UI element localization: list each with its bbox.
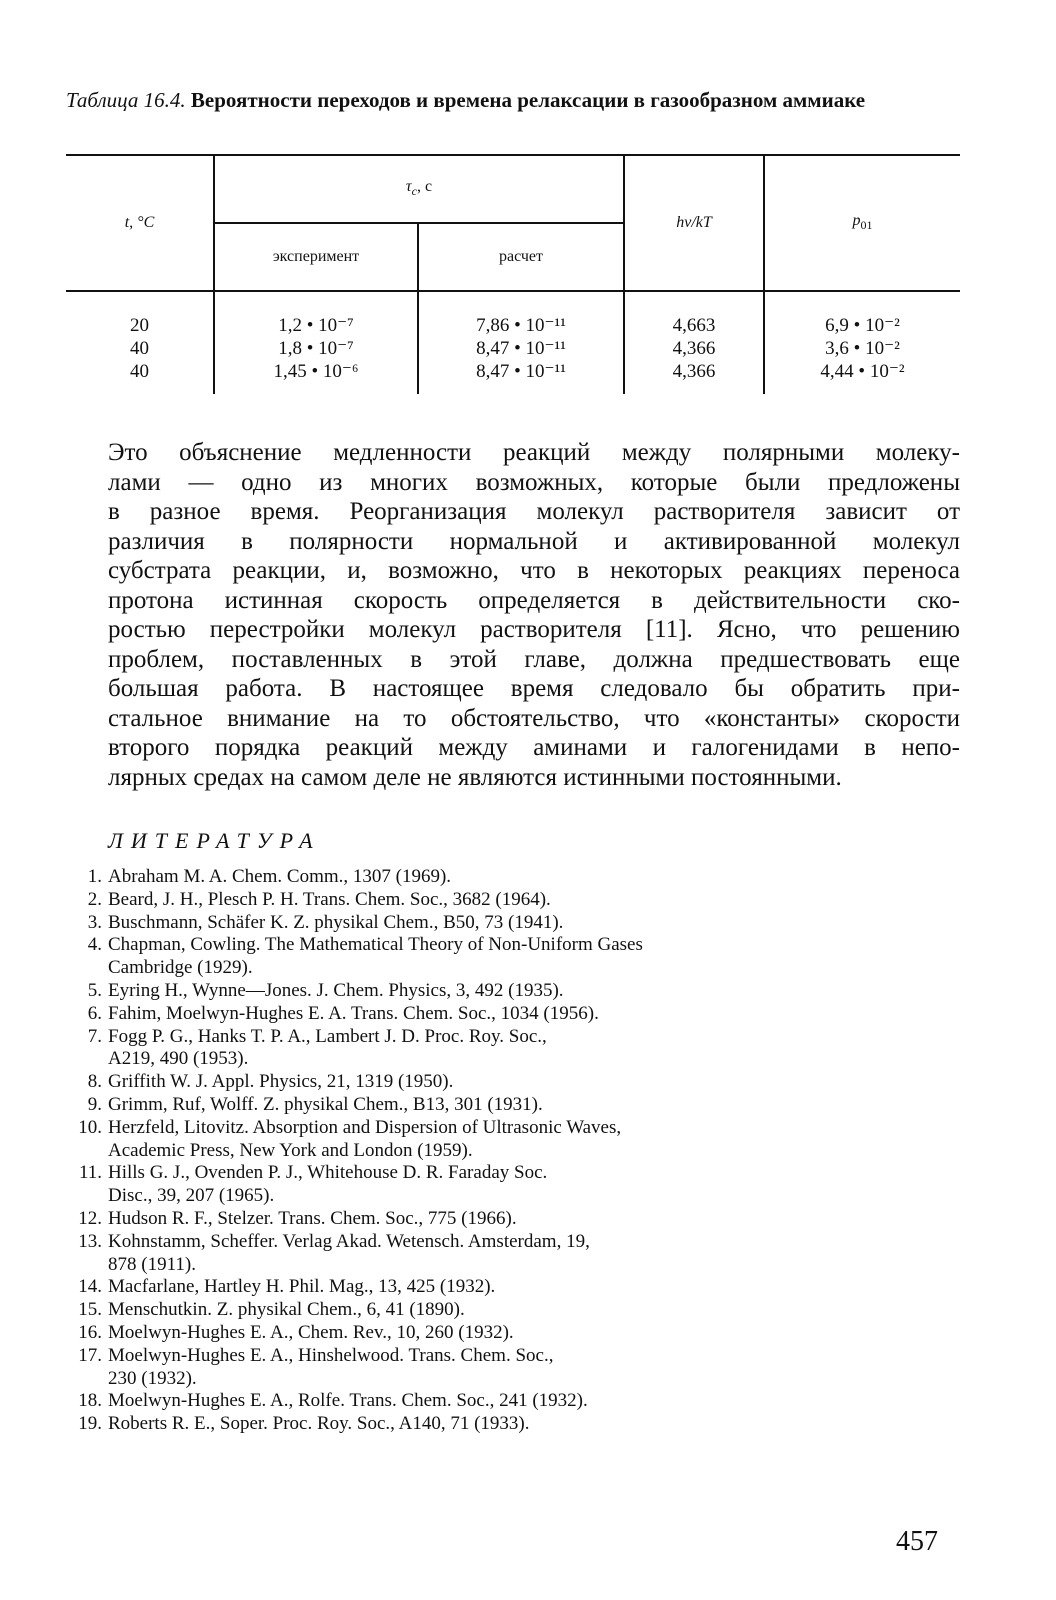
table-cell: 1,45 • 10⁻⁶: [273, 361, 359, 382]
table-body-row: [66, 291, 960, 394]
paragraph-line: в разное время. Реорганизация молекул растворителя зависит от: [108, 498, 960, 525]
reference-line: Kohnstamm, Scheffer. Verlag Akad. Wetensch. Amsterdam, 19,: [108, 1230, 590, 1252]
reference-item: [66, 1117, 966, 1163]
reference-number: 15.: [78, 1299, 102, 1321]
reference-list: [66, 866, 966, 1436]
header-tau-unit: , c: [416, 178, 433, 196]
reference-item: [66, 1071, 966, 1094]
reference-line: Hills G. J., Ovenden P. J., Whitehouse D. R. Faraday Soc.: [108, 1162, 548, 1184]
reference-item: [66, 1003, 966, 1026]
relaxation-table: [66, 154, 960, 394]
header-probability: [764, 155, 960, 291]
reference-line: Herzfeld, Litovitz. Absorption and Dispersion of Ultrasonic Waves,: [108, 1116, 622, 1138]
reference-line: A219, 490 (1953).: [108, 1048, 249, 1070]
table-cell: 40: [130, 338, 149, 359]
header-tau-subscript: c: [411, 184, 417, 199]
reference-line: Abraham M. A. Chem. Comm., 1307 (1969).: [108, 866, 452, 887]
reference-number: 11.: [78, 1162, 102, 1184]
reference-number: 14.: [78, 1276, 102, 1298]
table-cell: 4,366: [672, 361, 716, 382]
table-caption-label: Таблица 16.4.: [66, 88, 186, 112]
table-cell: 4,44 • 10⁻²: [820, 361, 905, 382]
table-cell: 7,86 • 10⁻¹¹: [476, 315, 566, 336]
header-temperature: t, °C: [66, 155, 214, 291]
reference-line: Macfarlane, Hartley H. Phil. Mag., 13, 425 (1932).: [108, 1276, 496, 1298]
reference-line: Griffith W. J. Appl. Physics, 21, 1319 (1950).: [108, 1071, 454, 1093]
header-calculation: расчет: [418, 223, 624, 291]
reference-number: 7.: [87, 1025, 102, 1047]
header-p-subscript: 01: [860, 218, 873, 233]
paragraph-line: проблем, поставленных в этой главе, должна предшествовать еще: [108, 645, 960, 673]
col-hvkt: [624, 291, 764, 394]
table-cell: 40: [130, 361, 149, 382]
reference-number: 2.: [87, 888, 102, 910]
paragraph-line: лярных средах на самом деле не являются истинными постоянными.: [108, 763, 842, 791]
col-probability: [764, 291, 960, 394]
reference-line: Moelwyn-Hughes E. A., Rolfe. Trans. Chem. Soc., 241 (1932).: [108, 1390, 588, 1412]
table-cell: 1,2 • 10⁻⁷: [278, 315, 354, 336]
reference-line: Roberts R. E., Soper. Proc. Roy. Soc., A140, 71 (1933).: [108, 1413, 530, 1435]
reference-item: [66, 912, 966, 935]
reference-item: [66, 1322, 966, 1345]
reference-item: [66, 1026, 966, 1072]
reference-item: [66, 980, 966, 1003]
reference-line: Fogg P. G., Hanks T. P. A., Lambert J. D. Proc. Roy. Soc.,: [108, 1025, 547, 1047]
reference-line: Fahim, Moelwyn-Hughes E. A. Trans. Chem. Soc., 1034 (1956).: [108, 1002, 599, 1024]
reference-line: Moelwyn-Hughes E. A., Hinshelwood. Trans. Chem. Soc.,: [108, 1344, 554, 1366]
reference-number: 10.: [78, 1116, 102, 1138]
paragraph-line: лами — одно из многих возможных, которые были предложены: [108, 468, 960, 496]
reference-line: Academic Press, New York and London (1959).: [108, 1139, 473, 1161]
reference-item: [66, 1231, 966, 1277]
reference-number: 5.: [87, 979, 102, 1001]
reference-number: 6.: [87, 1002, 102, 1024]
reference-number: 16.: [78, 1321, 102, 1343]
reference-number: 12.: [78, 1207, 102, 1229]
reference-item: [66, 934, 966, 980]
reference-number: 3.: [87, 911, 102, 933]
reference-number: 18.: [78, 1390, 102, 1412]
reference-line: Moelwyn-Hughes E. A., Chem. Rev., 10, 260 (1932).: [108, 1321, 514, 1343]
reference-number: 19.: [78, 1413, 102, 1435]
reference-line: 878 (1911).: [108, 1253, 196, 1275]
header-p-symbol: p: [852, 212, 861, 230]
reference-item: [66, 1413, 966, 1436]
reference-line: Chapman, Cowling. The Mathematical Theory of Non-Uniform Gases: [108, 934, 643, 956]
table-cell: 8,47 • 10⁻¹¹: [476, 361, 566, 382]
reference-line: Hudson R. F., Stelzer. Trans. Chem. Soc., 775 (1966).: [108, 1207, 517, 1229]
reference-line: Menschutkin. Z. physikal Chem., 6, 41 (1890).: [108, 1299, 465, 1321]
paragraph-line: второго порядка реакций между аминами и галогенидами в непо-: [108, 734, 960, 761]
reference-item: [66, 1390, 966, 1413]
paragraph-line: субстрата реакции, и, возможно, что в некоторых реакциях переноса: [108, 557, 960, 584]
col-calculation: [418, 291, 624, 394]
reference-number: 8.: [87, 1071, 102, 1093]
paragraph-line: Это объяснение медленности реакций между полярными молеку-: [108, 439, 960, 466]
reference-item: [66, 1094, 966, 1117]
table-cell: 4,366: [672, 338, 716, 359]
header-hvkt: hν/kT: [624, 155, 764, 291]
col-temperature: [66, 291, 214, 394]
table-cell: 1,8 • 10⁻⁷: [278, 338, 354, 359]
reference-number: 4.: [87, 934, 102, 956]
reference-item: [66, 1208, 966, 1231]
header-tau-symbol: τ: [405, 178, 412, 196]
reference-line: Disc., 39, 207 (1965).: [108, 1185, 275, 1207]
body-paragraph: [108, 438, 960, 792]
reference-item: [66, 1345, 966, 1391]
table-cell: 3,6 • 10⁻²: [825, 338, 900, 359]
table-caption-text: Вероятности переходов и времена релаксации в газообразном аммиаке: [190, 88, 866, 112]
reference-number: 17.: [78, 1344, 102, 1366]
table-cell: 8,47 • 10⁻¹¹: [476, 338, 566, 359]
reference-item: [66, 1299, 966, 1322]
reference-item: [66, 866, 966, 889]
reference-line: Beard, J. H., Plesch P. H. Trans. Chem. Soc., 3682 (1964).: [108, 888, 551, 910]
paragraph-line: различия в полярности нормальной и активированной молекул: [108, 527, 960, 555]
table-cell: 20: [130, 315, 149, 336]
reference-line: Cambridge (1929).: [108, 957, 253, 979]
header-tau: [214, 155, 624, 223]
reference-item: [66, 1276, 966, 1299]
paragraph-line: протона истинная скорость определяется в действительности ско-: [108, 586, 960, 614]
reference-line: Buschmann, Schäfer K. Z. physikal Chem., B50, 73 (1941).: [108, 911, 564, 933]
table-caption: [66, 88, 946, 112]
paragraph-line: ростью перестройки молекул растворителя [11]. Ясно, что решению: [108, 616, 960, 643]
col-experiment: [214, 291, 418, 394]
table-cell: 4,663: [672, 315, 716, 336]
reference-line: Eyring H., Wynne—Jones. J. Chem. Physics, 3, 492 (1935).: [108, 979, 564, 1001]
paragraph-line: стальное внимание на то обстоятельство, что «константы» скорости: [108, 704, 960, 732]
reference-line: Grimm, Ruf, Wolff. Z. physikal Chem., B13, 301 (1931).: [108, 1093, 543, 1115]
reference-line: 230 (1932).: [108, 1367, 197, 1389]
reference-item: [66, 1162, 966, 1208]
page-number: 457: [896, 1526, 938, 1557]
reference-number: 13.: [78, 1230, 102, 1252]
header-experiment: эксперимент: [214, 223, 418, 291]
reference-number: 1.: [87, 866, 102, 887]
reference-number: 9.: [87, 1093, 102, 1115]
reference-item: [66, 889, 966, 912]
literature-heading: ЛИТЕРАТУРА: [108, 828, 321, 853]
paragraph-line: большая работа. В настоящее время следовало бы обратить при-: [108, 675, 960, 702]
table-cell: 6,9 • 10⁻²: [825, 315, 900, 336]
